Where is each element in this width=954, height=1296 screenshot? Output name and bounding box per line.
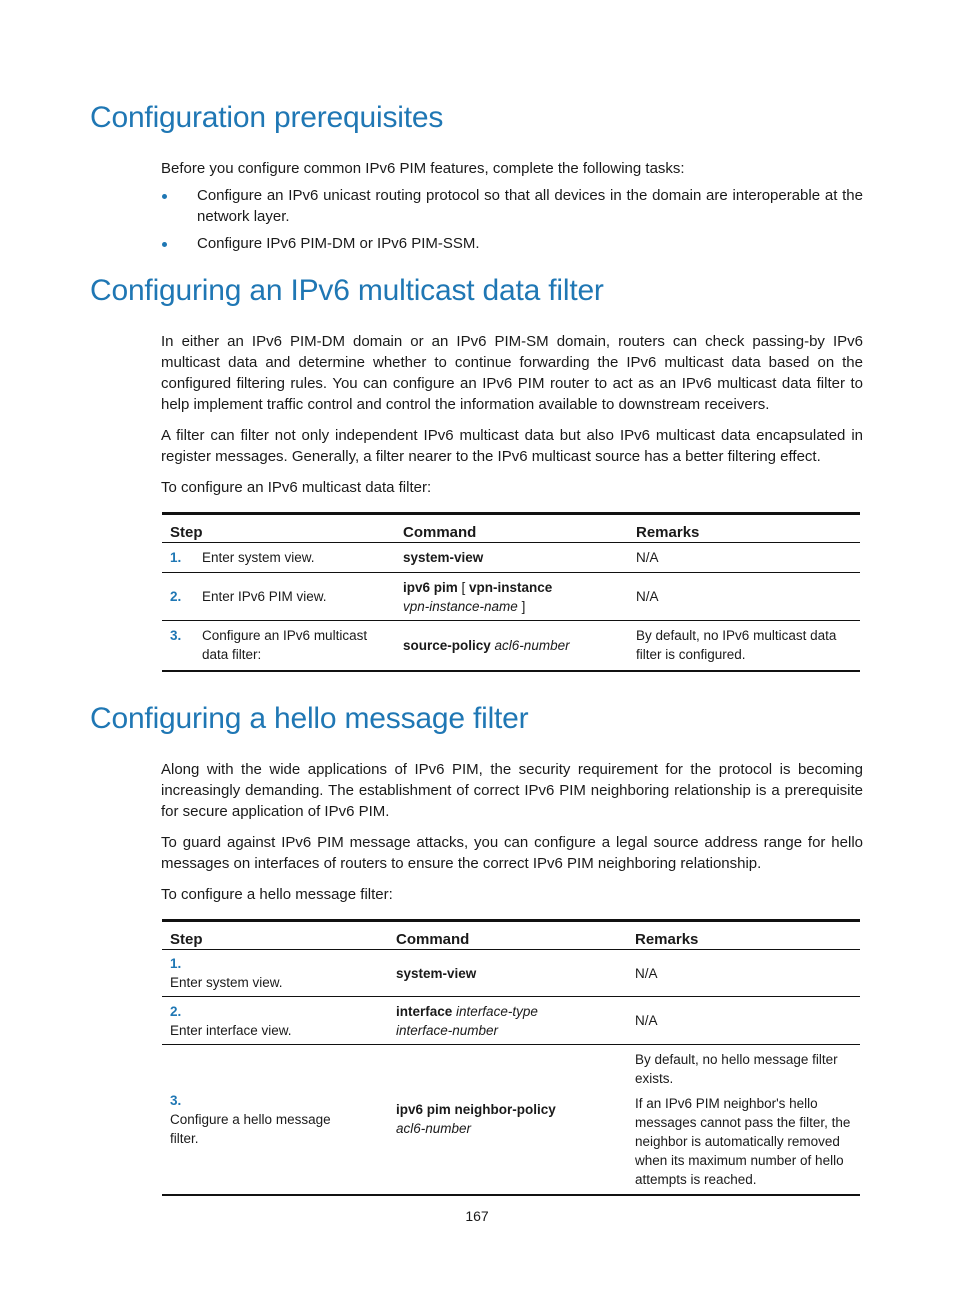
remarks-text: By default, no hello message filter exists. [635,1051,838,1086]
heading-configuration-prerequisites: Configuration prerequisites [90,101,444,134]
hellofilter-paragraph-1: Along with the wide applications of IPv6 PIM, the security requirement for the protocol is becoming increasingly demanding. The establishment of correct IPv6 PIM neighboring relationship is a prerequisite for secure application of IPv6 PIM. [161,761,863,820]
table-row [162,573,860,621]
command-text: ] [517,598,526,614]
datafilter-paragraph-2: A filter can filter not only independent IPv6 multicast data but also IPv6 multicast data encapsulated in register messages. Generally, a filter nearer to the IPv6 multicast source has a better filtering effect. [161,427,863,465]
bullet-dot-icon [162,242,167,247]
hellofilter-paragraph-2: To guard against IPv6 PIM message attacks, you can configure a legal source address range for hello messages on interfaces of routers to ensure the correct IPv6 PIM neighboring relationship. [161,834,863,872]
datafilter-steps-table [162,512,860,672]
step-number: 2. [170,589,182,604]
remarks-cell [628,543,860,573]
bullet-dot-icon [162,194,167,199]
datafilter-paragraph-1: In either an IPv6 PIM-DM domain or an IPv6 PIM-SM domain, routers can check passing-by IPv6 multicast data and determine whether to continue forwarding the IPv6 multicast data based on the configured filtering rules. You can configure an IPv6 PIM router to act as an IPv6 multicast data filter to help implement traffic control and control the information available to downstream receivers. [161,333,863,413]
step-cell [162,997,388,1045]
table-row [162,950,860,997]
command-argument: vpn-instance-name [403,598,518,614]
command-keyword: ipv6 pim [403,579,458,595]
remarks-cell [627,950,860,997]
table-header-row [162,514,860,543]
hellofilter-steps-table [162,919,860,1196]
command-keyword: system-view [396,965,477,981]
command-cell [395,543,628,573]
command-cell [388,1045,627,1195]
bullet-item [161,233,863,254]
datafilter-paragraph-3: To configure an IPv6 multicast data filter: [161,479,432,496]
step-number: 2. [170,1003,182,1019]
column-header-step: Step [162,514,395,543]
heading-multicast-data-filter: Configuring an IPv6 multicast data filter [90,274,604,307]
remarks-text: By default, no IPv6 multicast data filter is configured. [636,628,837,663]
remarks-text: If an IPv6 PIM neighbor's hello messages cannot pass the filter, the neighbor is automatically removed when its maximum number of hello attempts is reached. [635,1095,851,1187]
command-keyword: vpn-instance [469,579,553,595]
remarks-text: N/A [635,965,658,981]
table-header-row [162,921,860,950]
remarks-text: N/A [636,550,659,565]
step-cell [162,543,395,573]
step-number: 1. [170,956,182,971]
table-row [162,543,860,573]
command-cell [388,950,627,997]
step-text: Configure an IPv6 multicast data filter: [202,628,368,663]
step-number: 3. [170,628,182,644]
column-header-remarks: Remarks [627,921,860,950]
command-keyword: system-view [403,550,484,565]
step-text: Enter system view. [170,975,283,990]
command-cell [388,997,627,1045]
step-number: 1. [170,550,182,565]
step-cell [162,950,388,997]
page-number: 167 [465,1208,489,1224]
step-cell [162,573,395,621]
remarks-cell [627,997,860,1045]
command-argument: interface-type [456,1003,538,1019]
command-argument: acl6-number [494,637,570,653]
step-text: Configure a hello message filter. [170,1111,331,1146]
table-row [162,997,860,1045]
column-header-remarks: Remarks [628,514,860,543]
remarks-cell [627,1045,860,1195]
command-cell [395,573,628,621]
bullet-text: Configure IPv6 PIM-DM or IPv6 PIM-SSM. [197,235,480,252]
table-row [162,1045,860,1195]
step-text: Enter IPv6 PIM view. [202,589,327,604]
table-row [162,621,860,671]
bullet-text: Configure an IPv6 unicast routing protocol so that all devices in the domain are interoperable at the network layer. [197,187,863,225]
command-keyword: source-policy [403,637,491,653]
command-argument: acl6-number [396,1121,472,1137]
step-cell [162,1045,388,1195]
remarks-text: N/A [636,589,659,604]
remarks-cell [628,621,860,671]
column-header-command: Command [395,514,628,543]
column-header-command: Command [388,921,627,950]
step-cell [162,621,395,671]
bullet-item [161,185,863,227]
command-text: [ [457,579,470,595]
column-header-step: Step [162,921,388,950]
step-text: Enter interface view. [170,1022,292,1038]
command-cell [395,621,628,671]
hellofilter-paragraph-3: To configure a hello message filter: [161,886,393,903]
command-keyword: interface [396,1003,453,1019]
prereq-intro: Before you configure common IPv6 PIM features, complete the following tasks: [161,160,685,177]
command-keyword: ipv6 pim neighbor-policy [396,1102,556,1118]
step-text: Enter system view. [202,550,315,565]
heading-hello-message-filter: Configuring a hello message filter [90,702,529,735]
remarks-text: N/A [635,1013,658,1028]
step-number: 3. [170,1092,182,1108]
remarks-cell [628,573,860,621]
command-argument: interface-number [396,1022,499,1038]
